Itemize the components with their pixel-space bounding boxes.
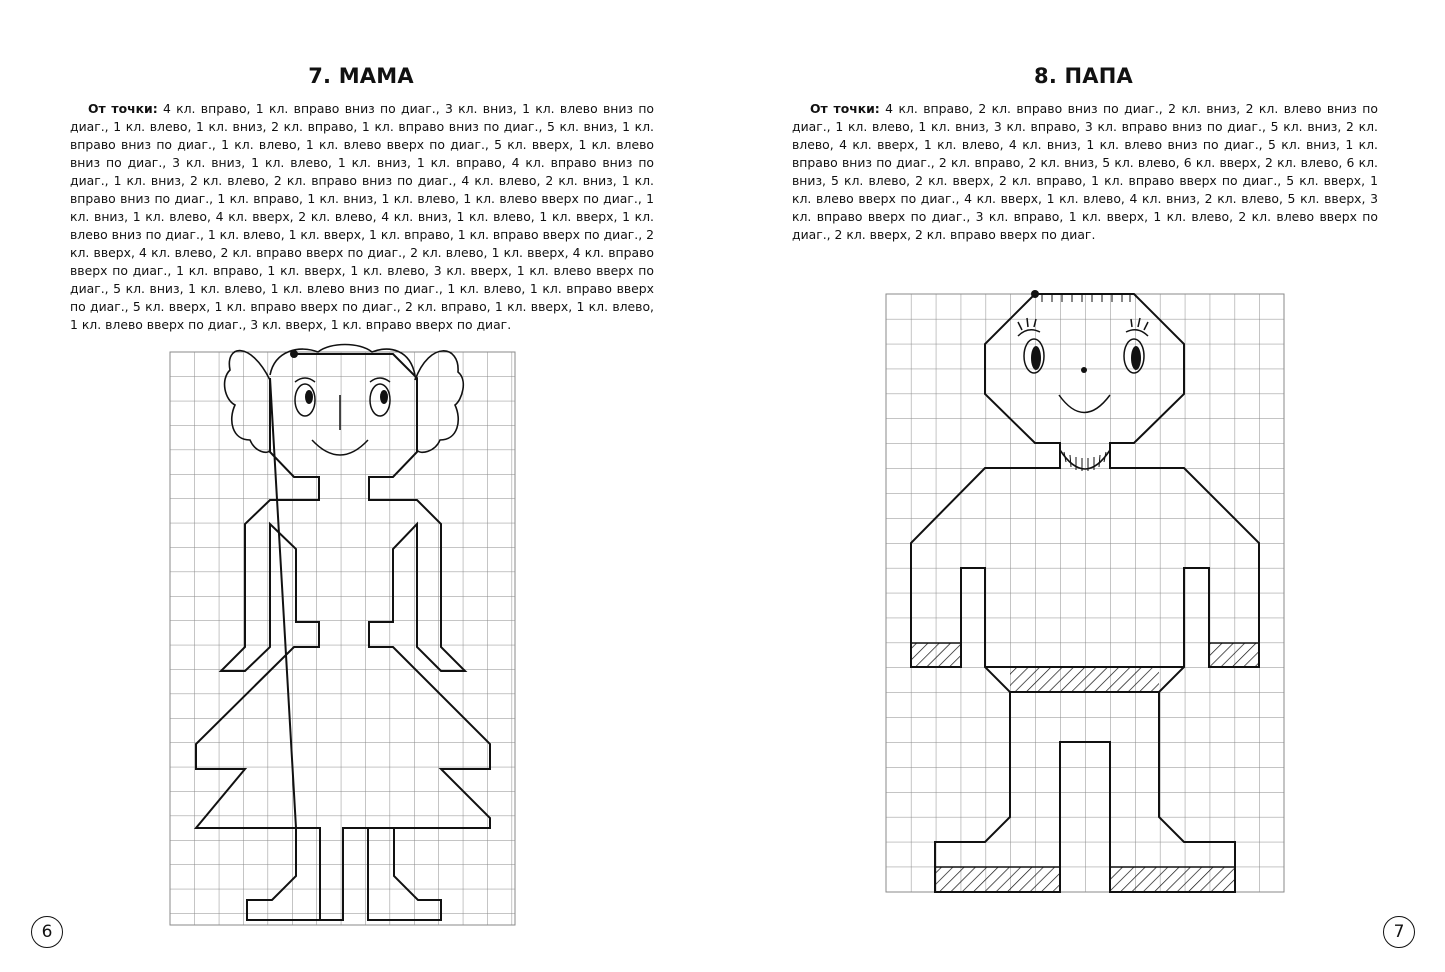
right-page xyxy=(722,0,1445,972)
page-title: 8. ПАПА xyxy=(1034,64,1133,88)
instruction-text: 4 кл. вправо, 1 кл. вправо вниз по диаг., 3 кл. вниз, 1 кл. влево вниз по диаг., 1 кл. влево, 1 кл. вниз, 2 кл. вправо, 1 кл. вправо вниз по диаг., 5 кл. вниз, 1 кл. вправо вниз по диаг., 1 кл. влево, 1 кл. влево вверх по диаг., 5 кл. вверх, 1 кл. влево вниз по диаг., 3 кл. вниз, 1 кл. влево, 1 кл. вниз, 1 кл. вправо, 4 кл. вправо вниз по диаг., 1 кл. вниз, 2 кл. влево, 2 кл. вправо вниз по диаг., 4 кл. влево, 2 кл. вниз, 1 кл. вправо вниз по диаг., 1 кл. вправо, 1 кл. вниз, 1 кл. влево, 1 кл. влево вверх по диаг., 1 кл. вниз, 1 кл. влево, 4 кл. вверх, 2 кл. влево, 4 кл. вниз, 1 кл. влево, 1 кл. вверх, 1 кл. влево вниз по диаг., 1 кл. влево, 1 кл. вверх, 1 кл. вправо, 1 кл. вправо вверх по диаг., 2 кл. вверх, 4 кл. влево, 2 кл. вправо вверх по диаг., 2 кл. влево, 1 кл. вверх, 4 кл. вправо вверх по диаг., 1 кл. вправо, 1 кл. вверх, 1 кл. влево, 3 кл. вверх, 1 кл. влево вверх по диаг., 5 кл. вниз, 1 кл. влево, 1 кл. влево вниз по диаг., 1 кл. влево, 1 кл. вправо вверх по диаг., 5 кл. вверх, 1 кл. вправо вверх по диаг., 2 кл. вправо, 1 кл. вверх, 1 кл. влево, 1 кл. влево вверх по диаг., 3 кл. вверх, 1 кл. вправо вверх по диаг. xyxy=(70,101,654,332)
instruction-label: От точки: xyxy=(88,101,158,116)
instruction-text: 4 кл. вправо, 2 кл. вправо вниз по диаг., 2 кл. вниз, 2 кл. влево вниз по диаг., 1 кл. влево, 1 кл. вниз, 3 кл. вправо, 3 кл. вправо вниз по диаг., 5 кл. вниз, 2 кл. влево, 4 кл. вверх, 1 кл. влево, 4 кл. вниз, 1 кл. влево вниз по диаг., 5 кл. вниз, 1 кл. вправо вниз по диаг., 2 кл. вправо, 2 кл. вниз, 5 кл. влево, 6 кл. вверх, 2 кл. влево, 6 кл. вниз, 5 кл. влево, 2 кл. вверх, 2 кл. вправо, 1 кл. вправо вверх по диаг., 5 кл. вверх, 1 кл. влево вверх по диаг., 4 кл. вверх, 1 кл. влево, 4 кл. вниз, 2 кл. влево, 5 кл. вверх, 3 кл. вправо вверх по диаг., 3 кл. вправо, 1 кл. вверх, 1 кл. влево, 2 кл. влево вверх по диаг., 2 кл. вверх, 2 кл. вправо вверх по диаг. xyxy=(792,101,1378,242)
page-number: 6 xyxy=(31,916,63,948)
instruction-label: От точки: xyxy=(810,101,880,116)
mama-grid-drawing xyxy=(0,0,722,972)
left-page xyxy=(0,0,722,972)
papa-grid-drawing xyxy=(722,0,1445,972)
page-title: 7. МАМА xyxy=(308,64,414,88)
page-number: 7 xyxy=(1383,916,1415,948)
